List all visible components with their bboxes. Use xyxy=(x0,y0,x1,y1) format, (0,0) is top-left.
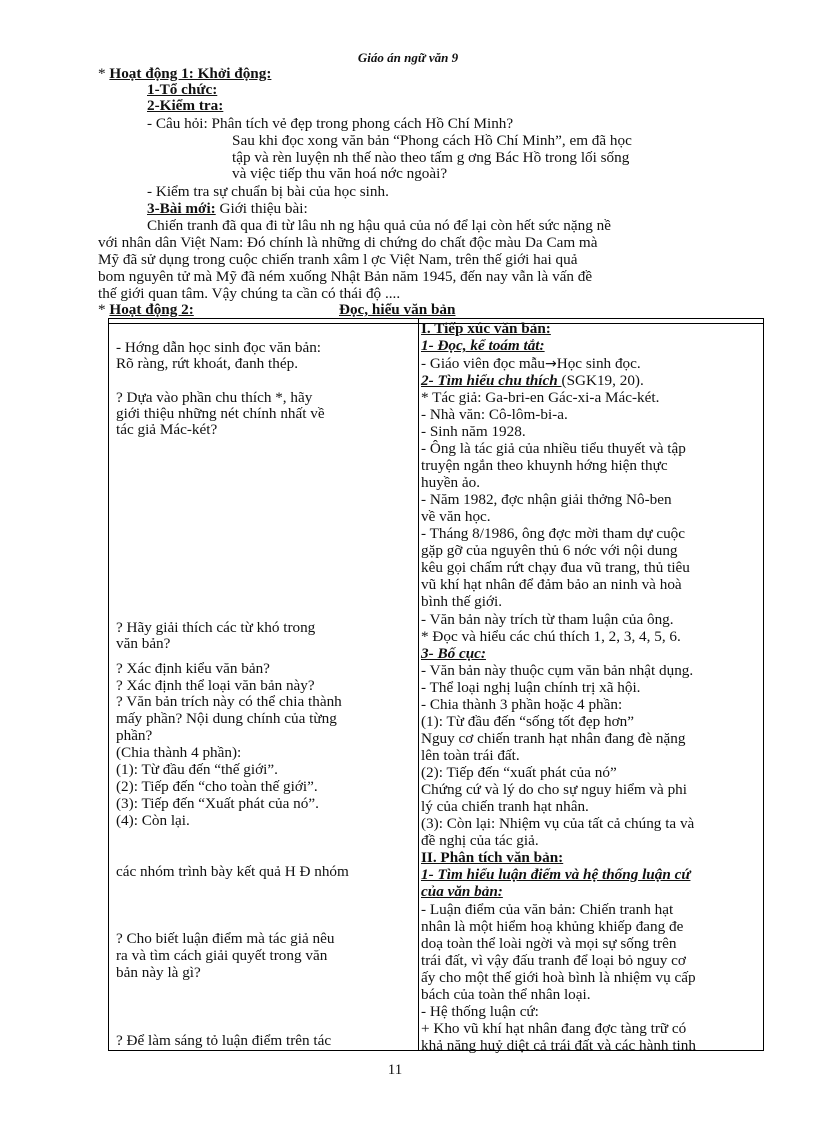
teacher-activity: - Hớng dẫn học sinh đọc văn bản: xyxy=(116,339,322,356)
content-line: - Sinh năm 1928. xyxy=(421,423,526,440)
section-heading-2: II. Phân tích văn bản: xyxy=(421,849,564,866)
subsection-heading: 1- Tìm hiểu luận điểm và hệ thống luận cứ xyxy=(421,866,691,883)
teacher-question: tác giả Mác-két? xyxy=(116,421,218,438)
content-line: doạ toàn thể loài ngời và mọi sự sống trên xyxy=(421,935,677,952)
content-line: bình thế giới. xyxy=(421,593,503,610)
teacher-question: ? Để làm sáng tỏ luận điểm trên tác xyxy=(116,1032,332,1049)
intro-label: Giới thiệu bài: xyxy=(215,200,308,217)
content-line: (1): Từ đầu đến “sống tốt đẹp hơn” xyxy=(421,713,634,730)
content-line: truyện ngắn theo khuynh hớng hiện thực xyxy=(421,457,668,474)
intro-paragraph-line: bom nguyên tử mà Mỹ đã ném xuống Nhật Bản năm 1945, đến nay vẫn là vấn đề xyxy=(98,268,593,285)
content-line: - Văn bản này trích từ tham luận của ông. xyxy=(421,611,674,628)
content-line: về văn học. xyxy=(421,508,491,525)
question-line: Sau khi đọc xong văn bản “Phong cách Hồ Chí Minh”, em đã học xyxy=(232,132,632,149)
intro-paragraph-line: Mỹ đã sử dụng trong cuộc chiến tranh xâm l ợc Việt Nam, trên thế giới hai quả xyxy=(98,251,578,268)
page-number: 11 xyxy=(387,1062,403,1078)
teacher-question: phần? xyxy=(116,727,153,744)
content-text: - Giáo viên đọc mẫu xyxy=(421,355,545,372)
arrow-right-icon: → xyxy=(545,356,557,372)
content-line: - Hệ thống luận cứ: xyxy=(421,1003,539,1020)
content-line: + Kho vũ khí hạt nhân đang đợc tàng trữ có xyxy=(421,1020,687,1037)
teacher-question: ? Văn bản trích này có thể chia thành xyxy=(116,693,342,710)
section-to-chuc: 1-Tổ chức: xyxy=(147,81,218,98)
content-line: trái đất, vì vậy đấu tranh để loại bỏ nguy cơ xyxy=(421,952,686,969)
teacher-activity: các nhóm trình bày kết quả H Đ nhóm xyxy=(116,863,349,880)
teacher-question: giới thiệu những nét chính nhất về xyxy=(116,405,325,422)
content-line: (2): Tiếp đến “xuất phát của nó” xyxy=(421,764,617,781)
content-line: - Nhà văn: Cô-lôm-bi-a. xyxy=(421,406,568,423)
intro-paragraph-line: Chiến tranh đã qua đi từ lâu nh ng hậu quả của nó để lại còn hết sức nặng nề xyxy=(147,217,611,234)
page-header: Giáo án ngữ văn 9 xyxy=(357,50,459,65)
subsection-line xyxy=(421,373,644,389)
teacher-note: (Chia thành 4 phần): xyxy=(116,744,242,761)
intro-paragraph-line: thế giới quan tâm. Vậy chúng ta cần có thái độ .... xyxy=(98,285,401,302)
activity-1-title: Hoạt động 1: Khởi động: xyxy=(109,65,272,82)
content-line: - Luận điểm của văn bản: Chiến tranh hạt xyxy=(421,901,674,918)
teacher-note: (3): Tiếp đến “Xuất phát của nó”. xyxy=(116,795,319,812)
teacher-question: ? Dựa vào phần chu thích *, hãy xyxy=(116,389,313,406)
new-lesson-line xyxy=(147,201,308,217)
content-line: lên toàn trái đất. xyxy=(421,747,520,764)
content-line: - Ông là tác giả của nhiều tiểu thuyết và tập xyxy=(421,440,686,457)
content-text: (SGK19, 20). xyxy=(561,372,644,389)
subsection-heading: 3- Bố cục: xyxy=(421,645,486,662)
teacher-activity: Rõ ràng, rứt khoát, đanh thép. xyxy=(116,355,299,372)
teacher-question: văn bản? xyxy=(116,635,171,652)
intro-paragraph-line: với nhân dân Việt Nam: Đó chính là những di chứng do chất độc màu Da Cam mà xyxy=(98,234,598,251)
question-line: - Câu hỏi: Phân tích vẻ đẹp trong phong cách Hồ Chí Minh? xyxy=(147,115,514,132)
content-line: * Tác giả: Ga-bri-en Gác-xi-a Mác-két. xyxy=(421,389,660,406)
activity-1-heading xyxy=(98,66,271,82)
subsection-heading: 2- Tìm hiểu chu thích xyxy=(421,372,562,389)
teacher-question: bản này là gì? xyxy=(116,964,201,981)
bullet-prefix: * xyxy=(98,301,110,318)
activity-2-heading xyxy=(98,302,194,318)
content-text: Học sinh đọc. xyxy=(556,355,641,372)
content-line: nhân là một hiểm hoạ khủng khiếp đang đe xyxy=(421,918,684,935)
teacher-question: mấy phần? Nội dung chính của từng xyxy=(116,710,337,727)
content-line: - Tháng 8/1986, ông đợc mời tham dự cuộc xyxy=(421,525,686,542)
teacher-question: ? Xác định thể loại văn bản này? xyxy=(116,677,315,694)
teacher-question: ? Cho biết luận điểm mà tác giả nêu xyxy=(116,930,335,947)
content-line: huyền ảo. xyxy=(421,474,481,491)
content-line: - Văn bản này thuộc cụm văn bản nhật dụng. xyxy=(421,662,694,679)
subsection-heading: 1- Đọc, kể toám tắt: xyxy=(421,337,545,354)
section-bai-moi: 3-Bài mới: xyxy=(147,200,216,217)
teacher-question: ? Xác định kiểu văn bản? xyxy=(116,660,270,677)
content-line: - Năm 1982, đợc nhận giải thởng Nô-ben xyxy=(421,491,672,508)
content-line: Chứng cứ và lý do cho sự nguy hiểm và phi xyxy=(421,781,687,798)
subsection-heading: của văn bản: xyxy=(421,883,503,900)
content-line: * Đọc và hiểu các chú thích 1, 2, 3, 4, 5, 6. xyxy=(421,628,681,645)
section-heading-1: I. Tiếp xúc văn bản: xyxy=(421,320,551,337)
column-divider xyxy=(418,319,419,1050)
teacher-note: (2): Tiếp đến “cho toàn thế giới”. xyxy=(116,778,318,795)
content-line: Nguy cơ chiến tranh hạt nhân đang đè nặng xyxy=(421,730,686,747)
activity-2-subtitle: Đọc, hiểu văn bản xyxy=(339,301,456,318)
content-line: bách của toàn thể nhân loại. xyxy=(421,986,591,1003)
question-line: tập và rèn luyện nh thế nào theo tấm g ơng Bác Hồ trong lối sống xyxy=(232,149,630,166)
teacher-question: ? Hãy giải thích các từ khó trong xyxy=(116,619,316,636)
teacher-note: (1): Từ đầu đến “thế giới”. xyxy=(116,761,278,778)
check-preparation: - Kiểm tra sự chuẩn bị bài của học sinh. xyxy=(147,183,389,200)
content-line: ấy cho một thế giới hoà bình là nhiệm vụ cấp xyxy=(421,969,696,986)
content-line: vũ khí hạt nhân để đảm bảo an ninh và hoà xyxy=(421,576,682,593)
content-line: - Thể loại nghị luận chính trị xã hội. xyxy=(421,679,641,696)
section-kiem-tra: 2-Kiểm tra: xyxy=(147,97,224,114)
content-line: đề nghị của tác giả. xyxy=(421,832,539,849)
content-line xyxy=(421,356,641,372)
activity-2-title: Hoạt động 2: xyxy=(109,301,194,318)
teacher-question: ra và tìm cách giải quyết trong văn xyxy=(116,947,328,964)
content-line: - Chia thành 3 phần hoặc 4 phần: xyxy=(421,696,623,713)
question-line: và việc tiếp thu văn hoá nớc ngoài? xyxy=(232,165,448,182)
content-line: (3): Còn lại: Nhiệm vụ của tất cả chúng ta và xyxy=(421,815,695,832)
content-line: gặp gỡ của nguyên thủ 6 nớc với nội dung xyxy=(421,542,678,559)
content-line: khả năng huỷ diệt cả trái đất và các hành tinh xyxy=(421,1037,696,1054)
teacher-note: (4): Còn lại. xyxy=(116,812,190,829)
content-line: lý của chiến tranh hạt nhân. xyxy=(421,798,589,815)
bullet-prefix: * xyxy=(98,65,110,82)
content-line: kêu gọi chấm rứt chạy đua vũ trang, thủ tiêu xyxy=(421,559,690,576)
